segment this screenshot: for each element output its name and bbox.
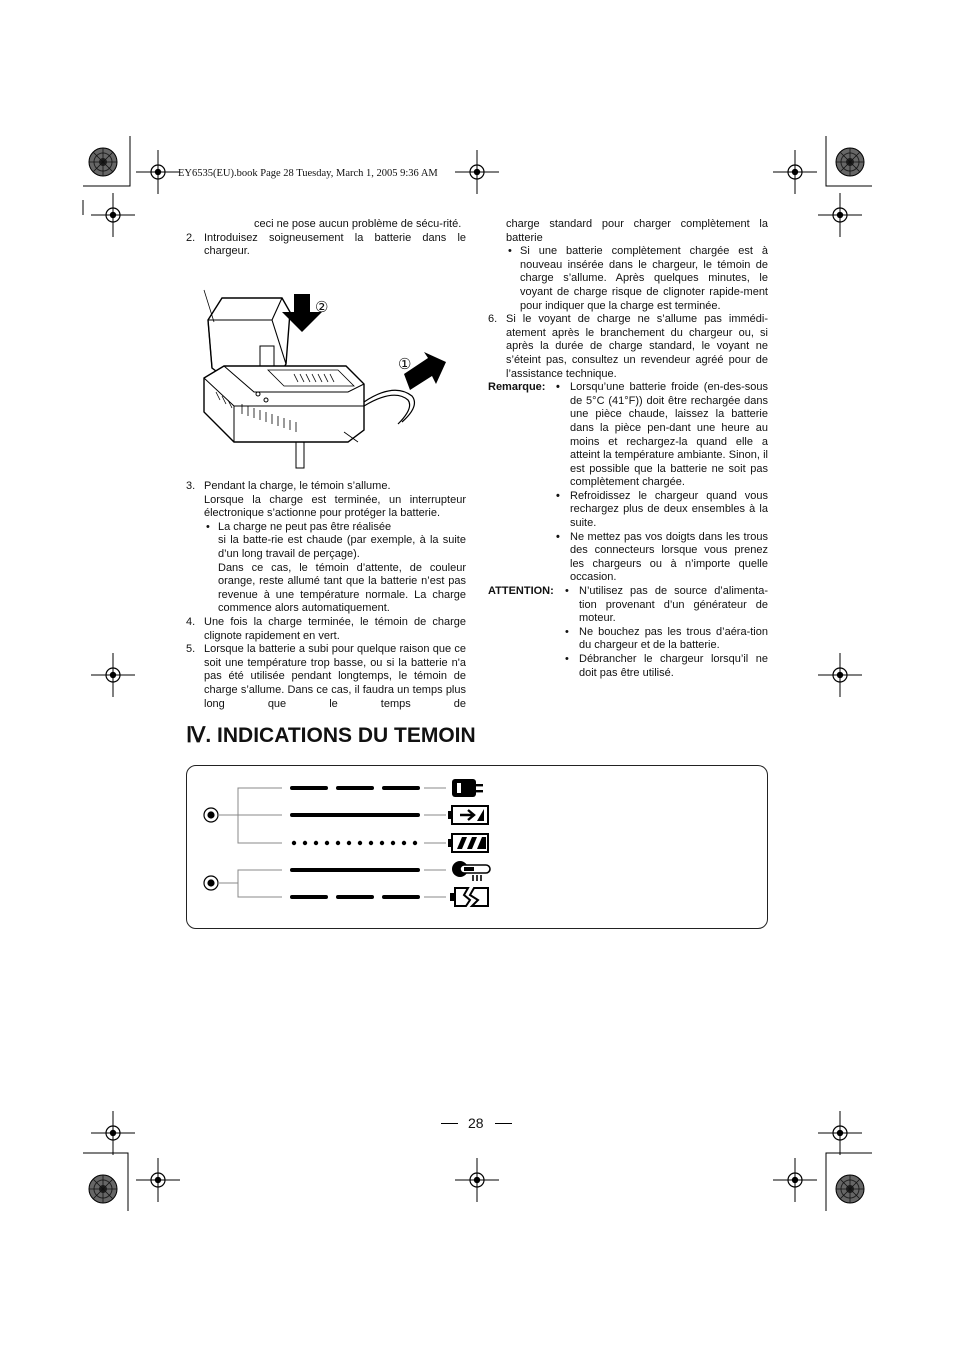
bullet-text: Si une batterie complètement chargée est à nouveau insérée dans le chargeur, le témoin de charge s’allume. Après quelques minutes, le voyant de charge risque de clignoter rapide-ment pour indiquer que la charge est terminée. (520, 245, 768, 312)
bullet-item: • Si une batterie complètement chargée est à nouveau insérée dans le chargeur, le témoin de charge s’allume. Après quelques minutes, le voyant de charge risque de clignoter rapide-ment pour indiquer que la charge est terminée. (508, 245, 768, 312)
remarque-label: Remarque: (488, 381, 546, 394)
list-number: 5. (186, 643, 196, 656)
bullet-text: si la batte-rie est chaude (par exemple, à la suite d’un long travail de perçage). (218, 534, 466, 560)
thermometer-icon (452, 861, 490, 881)
bullet-text: La charge ne peut pas être réalisée (218, 520, 392, 533)
remarque-block (488, 381, 768, 585)
left-column (186, 218, 466, 259)
list-item-4 (186, 616, 466, 643)
led-indicator-diagram (186, 765, 768, 929)
list-item-3 (186, 480, 466, 616)
list-text: Si le voyant de charge ne s’allume pas immédi-atement après le branchement du chargeur ou, si après la durée de charge standard, le voyant ne s’éteint pas, consultez un revendeur agréé pour de l’assistance technique. (506, 313, 768, 380)
led-pattern-fast-blinking (292, 841, 417, 845)
charging-battery-icon (448, 806, 488, 824)
attention-item: • Débrancher le chargeur lorsqu’il ne doit pas être utilisé. (565, 653, 768, 679)
left-column-lower (186, 480, 466, 711)
list-number: 6. (488, 313, 498, 326)
attention-block (488, 585, 768, 680)
plug-icon (452, 779, 483, 797)
list-item-5 (186, 643, 466, 711)
list-item-2 (186, 232, 466, 259)
attention-item: • N’utilisez pas de source d’alimenta-tion provenant d’un générateur de moteur. (565, 585, 768, 625)
remarque-text: Lorsqu’une batterie froide (en-des-sous de 5°C (41°F)) doit être rechargée dans une pièce chaude, laissez la batterie dans la pièce pen-dant une heure au moins et rechargez-la quand elle a atteint la température ambiante. Sinon, il est possible que la batterie ne soit pas complètement chargée. (570, 381, 768, 489)
remarque-item: • Refroidissez le chargeur quand vous rechargez plus de deux ensembles à la suite. (556, 489, 768, 530)
faulty-battery-icon (450, 888, 488, 906)
bullet-text: Dans ce cas, le témoin d’attente, de couleur orange, reste allumé tant que la batterie n’est pas revenue à une température normale. La charge commence alors automatiquement. (218, 561, 466, 615)
page-number-line-left (441, 1123, 458, 1124)
section-title: Ⅳ. INDICATIONS DU TEMOIN (186, 724, 476, 747)
list-number: 2. (186, 231, 196, 244)
attention-text: N’utilisez pas de source d’alimenta-tion provenant d’un générateur de moteur. (579, 585, 768, 625)
remarque-item: • Ne mettez pas vos doigts dans les trous des connecteurs lorsque vous prenez les chargeurs ou à n’importe quelle occasion. (556, 530, 768, 584)
page-number-line-right (495, 1123, 512, 1124)
right-continued-text: charge standard pour charger complètement la batterie (506, 218, 768, 244)
full-battery-icon (448, 834, 488, 852)
list-text: Une fois la charge terminée, le témoin de charge clignote rapidement en vert. (204, 615, 466, 642)
list-text: Introduisez soigneusement la batterie dans le chargeur. (204, 231, 466, 258)
list-number: 4. (186, 615, 196, 628)
attention-text: Ne bouchez pas les trous d’aéra-tion du chargeur et de la batterie. (579, 625, 768, 652)
attention-text: Débrancher le chargeur lorsqu’il ne doit pas être utilisé. (579, 653, 768, 679)
list-text: Lorsque la batterie a subi pour quelque raison que ce soit une température trop basse, ou si la batterie n'a pas été utilisée pendant longtemps, le témoin de charge s’allume. Dans ce cas, il faudra un temps plus long que le temps de (204, 643, 466, 710)
right-column (488, 218, 768, 680)
remarque-item: • Lorsqu’une batterie froide (en-des-sous de 5°C (41°F)) doit être rechargée dans une pièce chaude, laissez la batterie dans la pièce pen-dant une heure au moins et rechargez-la quand elle a atteint la température ambiante. Sinon, il est possible que la batterie ne soit pas complètement chargée. (556, 381, 768, 489)
list-text: Lorsque la charge est terminée, un interrupteur électronique s’actionne pour protéger la batterie. (204, 493, 466, 520)
list-text: Pendant la charge, le témoin s’allume. (204, 480, 391, 492)
page-number: 28 (468, 1115, 484, 1131)
remarque-text: Refroidissez le chargeur quand vous rechargez plus de deux ensembles à la suite. (570, 489, 768, 530)
print-header: EY6535(EU).book Page 28 Tuesday, March 1, 2005 9:36 AM (178, 168, 438, 179)
remarque-text: Ne mettez pas vos doigts dans les trous des connecteurs lorsque vous prenez les chargeurs ou à n’importe quelle occasion. (570, 530, 768, 584)
step-label-1: ① (398, 356, 412, 373)
attention-item: • Ne bouchez pas les trous d’aéra-tion du chargeur et de la batterie. (565, 625, 768, 652)
bullet-item: • La charge ne peut pas être réalisée si la batte-rie est chaude (par exemple, à la suite d’un long travail de perçage). Dans ce cas, le témoin d’attente, de couleur orange, reste allumé tant que la batterie n’est pas revenue à une température normale. La charge commence alors automatiquement. (206, 520, 466, 615)
step-label-2: ② (315, 299, 329, 316)
list-number: 3. (186, 480, 196, 492)
attention-label: ATTENTION: (488, 585, 554, 598)
left-continued-text: ceci ne pose aucun problème de sécu-rité. (254, 218, 462, 230)
led-light-icon (204, 808, 218, 822)
led-light-icon (204, 876, 218, 890)
list-item-6 (488, 313, 768, 381)
